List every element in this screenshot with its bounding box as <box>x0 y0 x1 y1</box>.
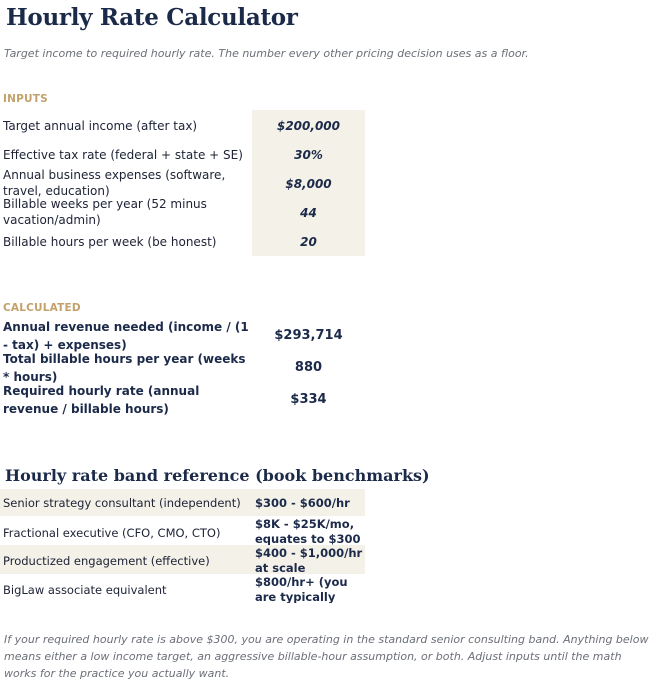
calc-label-billable-hours: Total billable hours per year (weeks * hours) <box>3 352 246 384</box>
calc-label-annual-revenue: Annual revenue needed (income / (1 - tax) + expenses) <box>3 320 249 352</box>
input-target-income[interactable]: $200,000 <box>276 119 340 133</box>
band-label-senior-strategy: Senior strategy consultant (independent) <box>3 496 241 510</box>
band-label-productized: Productized engagement (effective) <box>3 554 210 568</box>
band-label-fractional-exec: Fractional executive (CFO, CMO, CTO) <box>3 526 221 540</box>
input-tax-rate[interactable]: 30% <box>294 148 323 162</box>
band-value-senior-strategy: $300 - $600/hr <box>255 496 350 510</box>
input-label-billable-weeks: Billable weeks per year (52 minus vacation/admin) <box>3 197 207 226</box>
footnote: If your required hourly rate is above $300, you are operating in the standard senior consulting band. Anything below means either a low income target, an aggressive billable-hour assumption, or both. Adjust inputs until the math works for the practice you actually want. <box>4 633 649 680</box>
calc-hourly-rate-value: $334 <box>290 392 327 407</box>
band-value-biglaw: $800/hr+ (you are typically <box>255 575 348 603</box>
input-billable-hours[interactable]: 20 <box>300 235 317 249</box>
calculated-section-label: CALCULATED <box>3 302 81 314</box>
calc-billable-hours-value: 880 <box>294 360 323 375</box>
input-label-business-expenses: Annual business expenses (software, travel, education) <box>3 168 226 197</box>
input-label-billable-hours: Billable hours per week (be honest) <box>3 235 217 249</box>
input-billable-weeks[interactable]: 44 <box>300 206 317 220</box>
band-label-biglaw: BigLaw associate equivalent <box>3 583 167 597</box>
band-value-fractional-exec: $8K - $25K/mo, equates to $300 <box>255 517 361 545</box>
calc-annual-revenue-value: $293,714 <box>274 328 343 343</box>
band-value-productized: $400 - $1,000/hr at scale <box>255 546 363 574</box>
inputs-section-label: INPUTS <box>3 93 48 105</box>
input-label-tax-rate: Effective tax rate (federal + state + SE) <box>3 148 243 162</box>
input-label-target-income: Target annual income (after tax) <box>3 119 198 133</box>
band-reference-title: Hourly rate band reference (book benchmarks) <box>5 466 430 485</box>
page-subtitle: Target income to required hourly rate. The number every other pricing decision uses as a floor. <box>4 47 529 60</box>
calc-label-hourly-rate: Required hourly rate (annual revenue / billable hours) <box>3 384 200 416</box>
input-business-expenses[interactable]: $8,000 <box>285 177 332 191</box>
page-title: Hourly Rate Calculator <box>6 4 298 31</box>
